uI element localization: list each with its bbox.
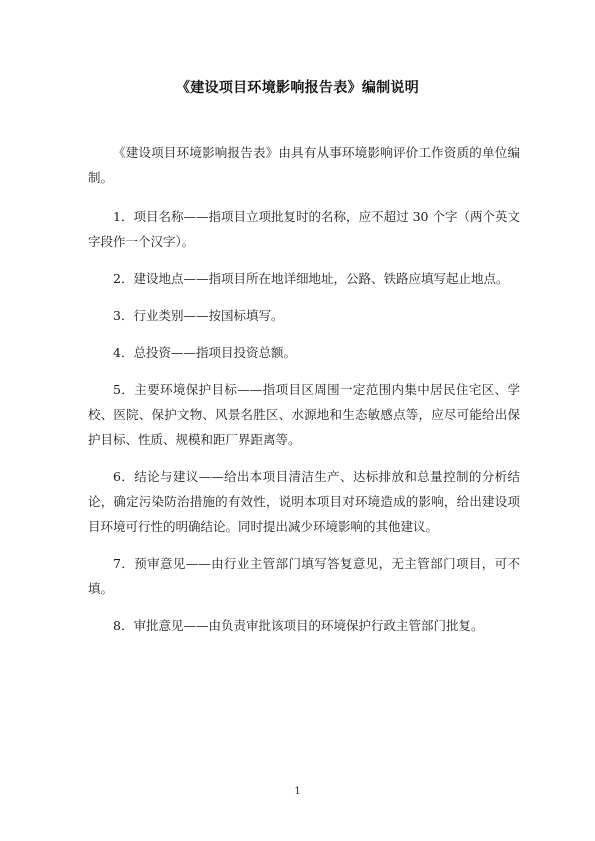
item-approval-opinion: 8．审批意见——由负责审批该项目的环境保护行政主管部门批复。 [113,618,484,633]
document-title: 《建设项目环境影响报告表》编制说明 [175,80,420,96]
item-protection-targets: 5．主要环境保护目标——指项目区周围一定范围内集中居民住宅区、学校、医院、保护文物、风景名胜区、水源地和生态敏感点等，应尽可能给出保护目标、性质、规模和距厂界距离等。 [88,382,520,447]
item-construction-site: 2．建设地点——指项目所在地详细地址，公路、铁路应填写起止地点。 [113,271,509,286]
item-conclusion-suggestions: 6．结论与建议——给出本项目清洁生产、达标排放和总量控制的分析结论，确定污染防治措施的有效性，说明本项目对环境造成的影响，给出建设项目环境可行性的明确结论。同时提出减少环境影响的其他建议。 [88,469,520,534]
intro-paragraph: 《建设项目环境影响报告表》由具有从事环境影响评价工作资质的单位编制。 [88,145,520,185]
item-total-investment: 4．总投资——指项目投资总额。 [113,345,296,360]
page-number: 1 [294,786,301,797]
item-pre-review-opinion: 7．预审意见——由行业主管部门填写答复意见，无主管部门项目，可不填。 [88,556,520,596]
item-industry-category: 3．行业类别——按国标填写。 [113,308,284,323]
document-body [88,140,520,650]
item-project-name: 1．项目名称——指项目立项批复时的名称，应不超过 30 个字（两个英文字段作一个汉字）。 [88,209,520,249]
